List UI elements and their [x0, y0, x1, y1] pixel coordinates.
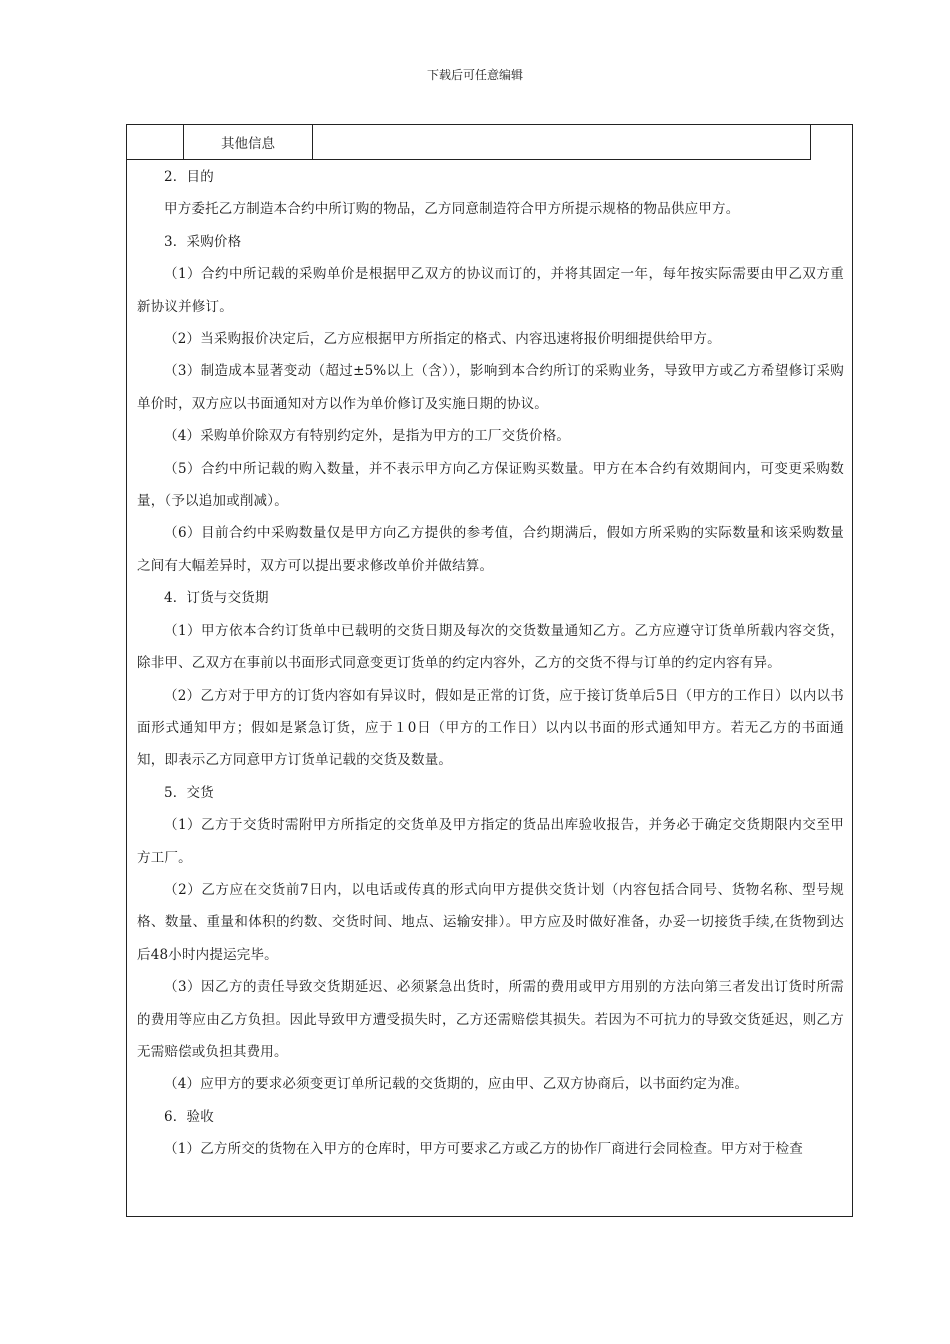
- blank-cell: [127, 125, 184, 160]
- paragraph: （3）制造成本显著变动（超过±5%以上（含）），影响到本合约所订的采购业务，导致甲方或乙方希望修订采购单价时，双方应以书面通知对方以作为单价修订及实施日期的协议。: [137, 363, 844, 412]
- contract-frame: [126, 124, 853, 1217]
- paragraph: （4）采购单价除双方有特别约定外，是指为甲方的工厂交货价格。: [164, 428, 571, 445]
- paragraph: （5）合约中所记载的购入数量，并不表示甲方向乙方保证购买数量。甲方在本合约有效期间内，可变更采购数量，（予以追加或削减）。: [137, 460, 844, 510]
- section-heading-inspection: 6．验收: [164, 1108, 214, 1125]
- paragraph: （1）合约中所记载的采购单价是根据甲乙双方的协议而订的，并将其固定一年，每年按实际需要由甲乙双方重新协议并修订。: [137, 266, 844, 315]
- section-heading-delivery: 5．交货: [164, 784, 214, 801]
- section-heading-ordering: 4．订货与交货期: [164, 590, 269, 607]
- paragraph: 甲方委托乙方制造本合约中所订购的物品，乙方同意制造符合甲方所提示规格的物品供应甲方。: [164, 201, 740, 218]
- table-row: [127, 125, 811, 160]
- paragraph: （4）应甲方的要求必须变更订单所记载的交货期的，应由甲、乙双方协商后，以书面约定为准。: [164, 1076, 749, 1093]
- paragraph: （1）乙方所交的货物在入甲方的仓库时，甲方可要求乙方或乙方的协作厂商进行会同检查。甲方对于检查: [164, 1141, 803, 1158]
- info-table: [127, 125, 811, 160]
- info-value-cell: [313, 125, 811, 160]
- paragraph: （1）甲方依本合约订货单中已载明的交货日期及每次的交货数量通知乙方。乙方应遵守订货单所载内容交货，除非甲、乙双方在事前以书面形式同意变更订货单的约定内容外，乙方的交货不得与订单的约定内容有异。: [137, 622, 844, 672]
- paragraph: （3）因乙方的责任导致交货期延迟、必须紧急出货时，所需的费用或甲方用别的方法向第三者发出订货时所需的费用等应由乙方负担。因此导致甲方遭受损失时，乙方还需赔偿其损失。若因为不可抗力的导致交货延迟，则乙方无需赔偿或负担其费用。: [137, 979, 844, 1060]
- section-heading-purpose: 2．目的: [164, 169, 214, 185]
- paragraph: （2）乙方对于甲方的订货内容如有异议时，假如是正常的订货，应于接订货单后5日（甲方的工作日）以内以书面形式通知甲方；假如是紧急订货，应于１0日（甲方的工作日）以内以书面的形式通知甲方。若无乙方的书面通知，即表示乙方同意甲方订货单记载的交货及数量。: [137, 687, 844, 769]
- paragraph: （6）目前合约中采购数量仅是甲方向乙方提供的参考值，合约期满后，假如方所采购的实际数量和该采购数量之间有大幅差异时，双方可以提出要求修改单价并做结算。: [137, 525, 844, 574]
- contract-body: [137, 161, 844, 1166]
- paragraph: （1）乙方于交货时需附甲方所指定的交货单及甲方指定的货品出库验收报告，并务必于确定交货期限内交至甲方工厂。: [137, 817, 844, 866]
- info-label-cell: 其他信息: [184, 125, 313, 160]
- page-header: 下载后可任意编辑: [426, 68, 523, 82]
- section-heading-price: 3．采购价格: [164, 233, 242, 250]
- paragraph: （2）当采购报价决定后，乙方应根据甲方所指定的格式、内容迅速将报价明细提供给甲方。: [164, 331, 721, 348]
- paragraph: （2）乙方应在交货前7日内，以电话或传真的形式向甲方提供交货计划（内容包括合同号、货物名称、型号规格、数量、重量和体积的约数、交货时间、地点、运输安排）。甲方应及时做好准备，办妥一切接货手续,在货物到达后48小时内提运完毕。: [137, 881, 844, 963]
